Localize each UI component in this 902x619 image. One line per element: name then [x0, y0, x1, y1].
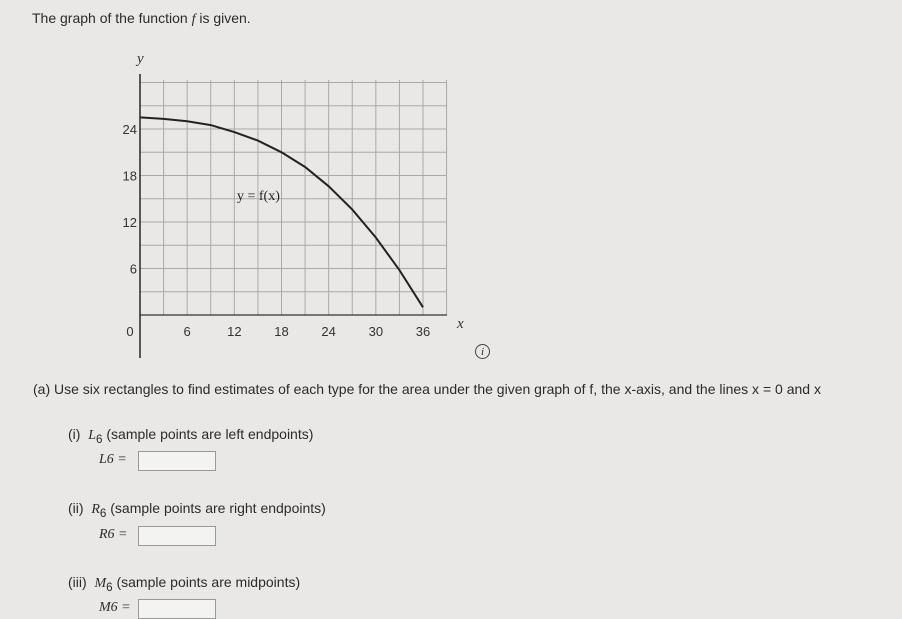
item-iii-sub: 6: [106, 580, 113, 594]
item-iii-sym: M: [94, 576, 107, 591]
l6-input[interactable]: [138, 451, 216, 471]
x-tick-label: 36: [415, 324, 431, 339]
intro-after: is given.: [195, 10, 251, 26]
intro-before: The graph of the function: [32, 10, 192, 26]
x-tick-label: 6: [183, 324, 191, 339]
x-tick-label: 30: [368, 324, 384, 339]
grid-lines: [140, 80, 447, 315]
y-tick-label: 18: [122, 168, 137, 184]
m6-eq-label: M6 =: [99, 600, 131, 615]
item-ii-sym: R: [91, 502, 100, 517]
r6-input[interactable]: [138, 526, 216, 546]
item-i-sub: 6: [96, 432, 103, 446]
info-icon[interactable]: i: [475, 344, 490, 359]
axes: [140, 74, 447, 358]
x-tick-label: 18: [274, 324, 289, 339]
curve-annotation: y = f(x): [237, 189, 280, 204]
item-ii-num: (ii): [68, 500, 84, 516]
item-iii-label: [68, 574, 300, 594]
item-i-desc: (sample points are left endpoints): [106, 426, 314, 442]
y-tick-label: 12: [122, 215, 137, 230]
item-i-num: (i): [68, 426, 81, 442]
x-tick-label: 0: [126, 324, 134, 339]
part-a-prompt: (a) Use six rectangles to find estimates of each type for the area under the given graph of f, the x-axis, and the lines x = 0 and x: [33, 381, 821, 397]
item-ii-desc: (sample points are right endpoints): [110, 500, 326, 516]
intro-f: f: [191, 12, 196, 27]
m6-input[interactable]: [138, 599, 216, 619]
item-ii-sub: 6: [99, 506, 107, 520]
r6-eq-label: R6 =: [99, 527, 128, 542]
y-axis-label: y: [137, 51, 144, 67]
y-tick-label: 24: [122, 122, 137, 137]
l6-eq-label: L6 =: [99, 452, 127, 467]
item-iii-num: (iii): [68, 574, 87, 590]
x-tick-label: 12: [227, 324, 242, 339]
item-i-sym: L: [88, 428, 97, 443]
y-tick-label: 6: [129, 261, 137, 277]
item-iii-desc: (sample points are midpoints): [116, 574, 301, 590]
item-ii-label: [68, 500, 326, 520]
x-axis-label: x: [457, 316, 464, 332]
item-i-label: [68, 426, 313, 446]
x-tick-label: 24: [321, 324, 336, 339]
tick-labels: [123, 122, 431, 339]
